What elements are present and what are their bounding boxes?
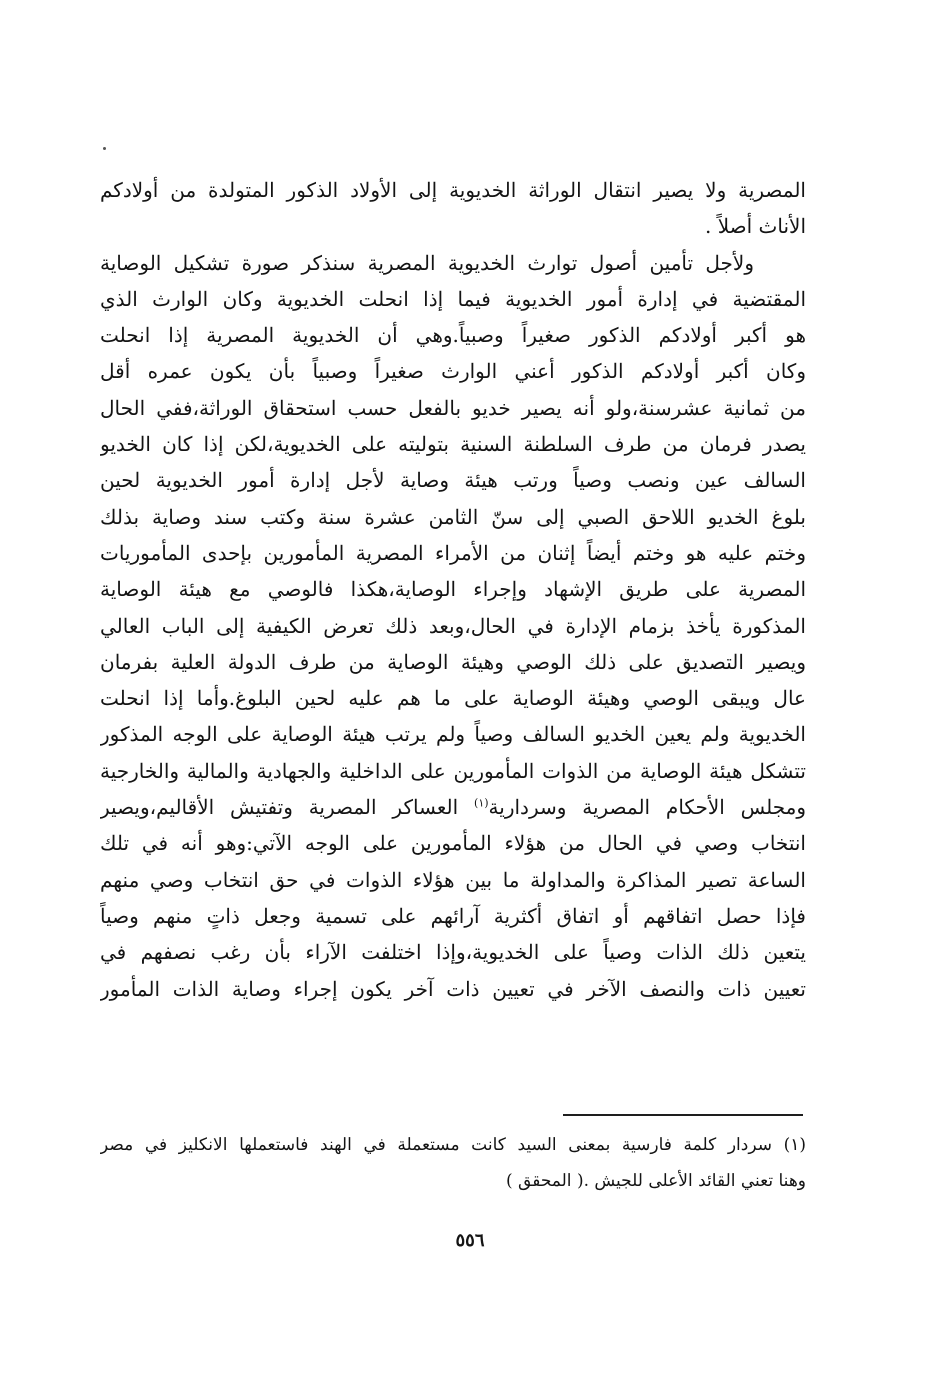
body-line: فإذا حصل اتفاقهم أو اتفاق أكثرية آرائهم على تسمية وجعل ذاتٍ منهم وصياً [100, 903, 806, 928]
body-line: بلوغ الخديو اللاحق الصبي إلى سنّ الثامن عشرة سنة وكتب سند وصاية بذلك [100, 504, 806, 529]
page-number: ٥٥٦ [455, 1230, 485, 1251]
body-line: المذكورة يأخذ بزمام الإدارة في الحال،وبعد ذلك تعرض الكيفية إلى الباب العالي [100, 613, 806, 638]
footnote-reference[interactable]: (١) [474, 796, 489, 810]
body-line: الخديوية ولم يعين الخديو السالف وصياً ولم يرتب هيئة الوصاية على الوجه المذكور [100, 722, 806, 747]
body-line: المصرية على طريق الإشهاد وإجراء الوصاية،هكذا فالوصي مع هيئة الوصاية [100, 577, 806, 602]
body-line: هو أكبر أولادكم الذكور صغيراً وصبياً.وهي أن الخديوية المصرية إذا انحلت [100, 323, 806, 348]
footnote [100, 1127, 806, 1199]
print-speck [103, 147, 106, 150]
body-line: عال ويبقى الوصي وهيئة الوصاية على ما هم عليه لحين البلوغ.وأما إذا انحلت [100, 686, 806, 711]
body-line: ولأجل تأمين أصول توارث الخديوية المصرية سنذكر صورة تشكيل الوصاية [100, 250, 754, 275]
body-line: يتعين ذلك الذات وصياً على الخديوية،وإذا اختلفت الآراء بأن رغب نصفهم في [100, 940, 806, 965]
body-line-tail: العساكر المصرية وتفتيش الأقاليم،ويصير [100, 795, 459, 820]
body-line: وختم عليه هو وختم أيضاً إثنان من الأمراء المصرية المأمورين بإحدى المأموريات [100, 540, 806, 565]
body-line: الأناث أصلاً . [705, 214, 806, 239]
body-line: المصرية ولا يصير انتقال الوراثة الخديوية إلى الأولاد الذكور المتولدة من أولادكم [100, 178, 806, 202]
body-line: المقتضية في إدارة أمور الخديوية فيما إذا انحلت الخديوية وكان الوارث الذي [100, 286, 806, 311]
body-line: ويصير التصديق على ذلك الوصي وهيئة الوصاية من طرف الدولة العلية بفرمان [100, 649, 806, 674]
body-line: الساعة تصير المذاكرة والمداولة ما بين هؤلاء الذوات في حق انتخاب وصي منهم [100, 867, 806, 892]
body-text [100, 172, 806, 1007]
footnote-line: (١) سردار كلمة فارسية بمعنى السيد كانت مستعملة في الهند فاستعملها الانكليز في مصر [100, 1135, 806, 1155]
body-line-with-footnote-ref [100, 789, 806, 825]
footnote-line: وهنا تعني القائد الأعلى للجيش .( المحقق ) [506, 1171, 806, 1191]
footnote-divider [563, 1114, 803, 1116]
body-line: وكان أكبر أولادكم الذكور أعني الوارث صغيراً وصبياً بأن يكون عمره أقل [100, 359, 806, 384]
body-line: تتشكل هيئة الوصاية من الذوات المأمورين على الداخلية والجهادية والمالية والخارجية [100, 758, 806, 783]
body-line-head: ومجلس الأحكام المصرية وسردارية [488, 795, 806, 820]
body-line: انتخاب وصي في الحال من هؤلاء المأمورين على الوجه الآتي:وهو أنه في تلك [100, 831, 806, 856]
body-line: تعيين ذات والنصف الآخر في تعيين ذات آخر يكون إجراء وصاية الذات المأمور [100, 976, 806, 1001]
body-line: من ثمانية عشرسنة،ولو أنه يصير خديو بالفعل حسب استحقاق الوراثة،ففي الحال [100, 395, 806, 420]
body-line: السالف عين ونصب وصياً ورتب هيئة وصاية لأجل إدارة أمور الخديوية لحين [100, 468, 806, 493]
body-line: يصدر فرمان من طرف السلطنة السنية بتوليته على الخديوية،لكن إذا كان الخديو [100, 432, 806, 457]
